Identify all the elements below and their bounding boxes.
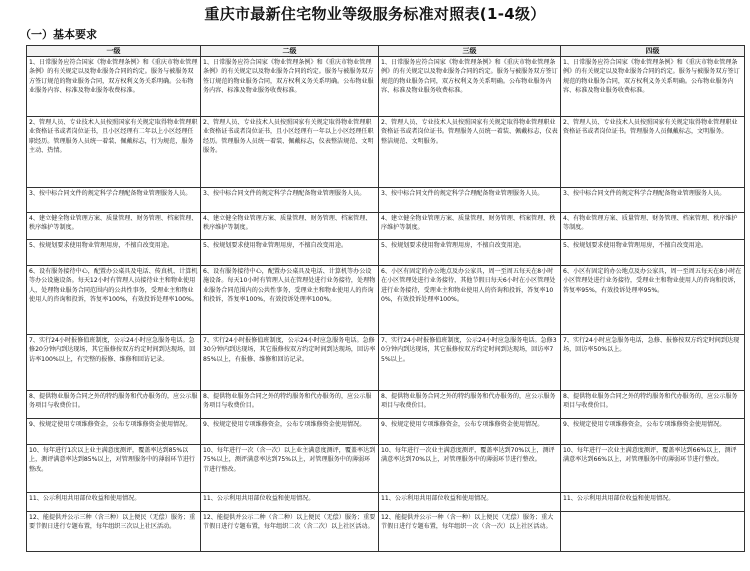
cell-text: 11、公示利用共用部位收益和使用情况。 <box>563 495 675 502</box>
cell-text: 10、每年进行一次业主满意度测评，覆盖率达到66%以上，测评满意率达到66%以上，对管理服务中的薄弱环节进行整改。 <box>563 447 737 464</box>
column-header-level-4: 四级 <box>561 46 745 57</box>
table-row <box>27 445 745 493</box>
cell-text: 2、管理人员、专业技术人员按照国家有关规定取得物业管理职业资格证书或者岗位证书，且小区经理有一年以上小区经理任职经历。管理服务人员统一着装、佩戴标志，仪表整洁规范、文明服务。 <box>203 119 374 155</box>
table-cell <box>561 188 745 213</box>
table-cell <box>27 493 201 512</box>
table-row <box>27 512 745 552</box>
table-cell <box>379 335 561 391</box>
table-cell <box>201 445 379 493</box>
cell-text: 8、提供物业服务合同之外的特约服务和代办服务的，应公示服务项目与收费价目。 <box>563 393 738 410</box>
table-cell <box>561 213 745 240</box>
cell-text: 6、设有服务接待中心，配置办公桌具及电话、计算机等办公设施设备。每天10小时有管理人员在管理处进行业务接待，处理物业服务合同范围内的公共性事务，受理业主和物业使用人的咨询和投诉，答复率100%，有效投诉处理率100%。 <box>203 268 376 304</box>
table-cell <box>201 335 379 391</box>
table-cell <box>27 512 201 552</box>
table-cell <box>379 213 561 240</box>
table-row <box>27 419 745 445</box>
document-title: 重庆市最新住宅物业等级服务标准对照表(1-4级） <box>204 5 546 23</box>
cell-text: 3、按中标合同文件的规定科学合理配备物业管理服务人员。 <box>203 190 366 197</box>
cell-text: 5、按规划要求使用物业管理用房，不擅自改变用途。 <box>563 242 708 249</box>
table-cell <box>379 117 561 188</box>
table-cell <box>379 266 561 335</box>
table-cell <box>201 188 379 213</box>
table-cell <box>561 335 745 391</box>
cell-text: 5、按规划要求使用物业管理用房，不擅自改变用途。 <box>203 242 348 249</box>
cell-text: 10、每年进行一次（含一次）以上业主满意度测评，覆盖率达到75%以上，测评满意率达到75%以上，对管理服务中的薄弱环节进行整改。 <box>203 447 376 473</box>
cell-text: 1、日常服务应符合国家《物业管理条例》和《重庆市物业管理条例》的有关规定以及物业服务合同的约定。服务与被服务双方签订规范的物业服务合同，双方权利义务关系明确。公布物业服务内容、标准及物业服务收费标准。 <box>203 59 374 95</box>
section-heading: （一）基本要求 <box>20 28 97 41</box>
table-cell <box>201 391 379 419</box>
table-cell <box>27 188 201 213</box>
table-cell <box>27 266 201 335</box>
cell-text: 5、按规划要求使用物业管理用房，不擅自改变用途。 <box>381 242 526 249</box>
table-row <box>27 335 745 391</box>
cell-text: 7、实行24小时报修值班制度，公示24小时应急服务电话。急修30分钟内到达现场，其它报修按双方约定时间到达现场，回访率85%以上，有报修、维修和回访记录。 <box>203 337 376 363</box>
cell-text: 11、公示利用共用部位收益和使用情况。 <box>29 495 141 502</box>
table-row <box>27 240 745 266</box>
table-cell <box>201 213 379 240</box>
cell-text: 7、实行24小时报修值班制度，公示24小时应急服务电话。急修20分钟内到达现场，其它报修按双方约定时间到达现场，回访率100%以上，有完整的报修、维修和回访记录。 <box>29 337 196 363</box>
cell-text: 6、设有服务接待中心，配置办公桌具及电话、传真机、计算机等办公设施设备。每天12小时有管理人员接待业主和物业使用人，处理物业服务合同范围内的公共性事务，受理业主和物业使用人的咨询和投诉，答复率100%，有效投诉处理率100%。 <box>29 268 198 304</box>
table-cell <box>379 57 561 117</box>
cell-text: 8、提供物业服务合同之外的特约服务和代办服务的，应公示服务项目与收费价目。 <box>381 393 556 410</box>
cell-text: 7、实行24小时报修值班制度，公示24小时应急服务电话。急修30分钟内到达现场，其它报修按双方约定时间到达现场，回访率75%以上。 <box>381 337 557 363</box>
table-cell <box>379 419 561 445</box>
table-cell <box>27 445 201 493</box>
table-row <box>27 391 745 419</box>
table-cell <box>379 512 561 552</box>
cell-text: 9、按规定使用专项维修资金，公布专项维修资金使用情况。 <box>381 421 544 428</box>
cell-text: 12、能提供并公示一种（含一种）以上便民（无偿）服务；重大节假日进行专题布置，每年组织一次（含一次）以上社区活动。 <box>381 514 554 531</box>
table-row <box>27 213 745 240</box>
header-row <box>27 46 745 57</box>
cell-text: 12、能提供并公示二种（含二种）以上便民（无偿）服务；重要节假日进行专题布置，每年组织二次（含二次）以上社区活动。 <box>203 514 376 531</box>
table-cell <box>27 57 201 117</box>
table-body <box>27 57 745 552</box>
cell-text: 4、建立健全物业管理方案、质量管理、财务管理、档案管理、秩序维护等制度。 <box>29 215 198 232</box>
standards-table <box>26 45 745 552</box>
cell-text: 1、日常服务应符合国家《物业管理条例》和《重庆市物业管理条例》的有关规定以及物业服务合同的约定。服务与被服务双方签订规范的物业服务合同，双方权利义务关系明确。公布物业服务内容、标准及物业服务收费标准。 <box>563 59 740 95</box>
table-row <box>27 57 745 117</box>
table-cell <box>561 117 745 188</box>
cell-text: 2、管理人员、专业技术人员按照国家有关规定取得物业管理职业资格证书或者岗位证书。管理服务人员佩戴标志，文明服务。 <box>563 119 738 136</box>
table-cell <box>379 240 561 266</box>
cell-text: 4、建立健全物业管理方案、质量管理、财务管理、档案管理、秩序维护等制度。 <box>203 215 372 232</box>
table-cell <box>201 266 379 335</box>
cell-text: 3、按中标合同文件的规定科学合理配备物业管理服务人员。 <box>29 190 192 197</box>
cell-text: 6、小区有固定的办公地点及办公家具，周一至周五每天在8小时在小区管理处进行业务接待，其他节假日每天6小时在小区管理处进行业务接待，受理业主和物业使用人的咨询和投诉，答复率100%，有效投诉处理率100%。 <box>381 268 556 304</box>
cell-text: 11、公示利用共用部位收益和使用情况。 <box>203 495 315 502</box>
table-cell <box>27 213 201 240</box>
cell-text: 1、日常服务应符合国家《物业管理条例》和《重庆市物业管理条例》的有关规定以及物业服务合同的约定。服务与被服务双方签订规范的物业服务合同，双方权利义务关系明确。公布物业服务内容、标准及物业服务收费标准。 <box>29 59 198 95</box>
table-cell <box>27 240 201 266</box>
cell-text: 10、每年进行1次以上业主满意度测评，覆盖率达到85%以上，测评满意率达到85%以上，对管理服务中的薄弱环节进行整改。 <box>29 447 195 473</box>
table-cell <box>561 493 745 512</box>
table-row <box>27 117 745 188</box>
table-cell <box>201 57 379 117</box>
cell-text: 9、按规定使用专项维修资金，公布专项维修资金使用情况。 <box>29 421 192 428</box>
table-cell <box>27 335 201 391</box>
cell-text: 2、管理人员、专业技术人员按照国家有关规定取得物业管理职业资格证书或者岗位证书。管理服务人员统一着装、佩戴标志，仪表整洁规范、文明服务。 <box>381 119 558 145</box>
table-row <box>27 266 745 335</box>
cell-text: 6、小区有固定的办公地点及办公家具，周一至周五每天在8小时在小区管理处进行业务接待，受理业主和物业使用人的咨询和投诉，答复率95%，有效投诉处理率95%。 <box>563 268 742 294</box>
table-cell <box>561 266 745 335</box>
cell-text: 8、提供物业服务合同之外的特约服务和代办服务的，应公示服务项目与收费价目。 <box>203 393 372 410</box>
cell-text: 1、日常服务应符合国家《物业管理条例》和《重庆市物业管理条例》的有关规定以及物业服务合同的约定。服务与被服务双方签订规范的物业服务合同，双方权利义务关系明确。公布物业服务内容、标准及物业服务收费标准。 <box>381 59 558 95</box>
table-cell <box>561 57 745 117</box>
table-cell <box>561 419 745 445</box>
table-cell <box>561 445 745 493</box>
column-header-level-1: 一级 <box>27 46 201 57</box>
cell-text: 11、公示利用共用部位收益和使用情况。 <box>381 495 493 502</box>
table-cell <box>379 445 561 493</box>
table-cell <box>379 493 561 512</box>
cell-text: 2、管理人员、专业技术人员按照国家有关规定取得物业管理职业资格证书或者岗位证书，且小区经理有二年以上小区经理任职经历。管理服务人员统一着装、佩戴标志，行为规范，服务主动、热情。 <box>29 119 198 155</box>
table-cell <box>201 493 379 512</box>
table-cell <box>27 419 201 445</box>
table-cell <box>201 512 379 552</box>
table-row <box>27 188 745 213</box>
column-header-level-2: 二级 <box>201 46 379 57</box>
cell-text: 12、能提供并公示三种（含三种）以上便民（无偿）服务；重要节假日进行专题布置，每年组织三次以上社区活动。 <box>29 514 196 531</box>
cell-text: 3、按中标合同文件的规定科学合理配备物业管理服务人员。 <box>381 190 544 197</box>
cell-text: 10、每年进行一次业主满意度测评，覆盖率达到70%以上，测评满意率达到70%以上，对管理服务中的薄弱环节进行整改。 <box>381 447 555 464</box>
cell-text: 9、按规定使用专项维修资金，公布专项维修资金使用情况。 <box>563 421 726 428</box>
table-cell <box>379 391 561 419</box>
table-cell <box>201 117 379 188</box>
cell-text: 5、按规划要求使用物业管理用房，不擅自改变用途。 <box>29 242 174 249</box>
table-cell <box>27 391 201 419</box>
table-cell <box>561 512 745 552</box>
cell-text: 3、按中标合同文件的规定科学合理配备物业管理服务人员。 <box>563 190 726 197</box>
cell-text: 7、实行24小时应急服务电话，急修、报修按双方约定时间到达现场，回访率50%以上。 <box>563 337 740 354</box>
cell-text: 8、提供物业服务合同之外的特约服务和代办服务的，应公示服务项目与收费价目。 <box>29 393 198 410</box>
table-row <box>27 493 745 512</box>
table-cell <box>561 240 745 266</box>
table-cell <box>27 117 201 188</box>
cell-text: 4、有物业管理方案、质量管理、财务管理、档案管理、秩序维护等制度。 <box>563 215 738 232</box>
cell-text: 4、建立健全物业管理方案、质量管理、财务管理、档案管理、秩序维护等制度。 <box>381 215 556 232</box>
table-cell <box>201 419 379 445</box>
table-cell <box>561 391 745 419</box>
table-cell <box>379 188 561 213</box>
cell-text: 9、按规定使用专项维修资金，公布专项维修资金使用情况。 <box>203 421 366 428</box>
column-header-level-3: 三级 <box>379 46 561 57</box>
table-cell <box>201 240 379 266</box>
